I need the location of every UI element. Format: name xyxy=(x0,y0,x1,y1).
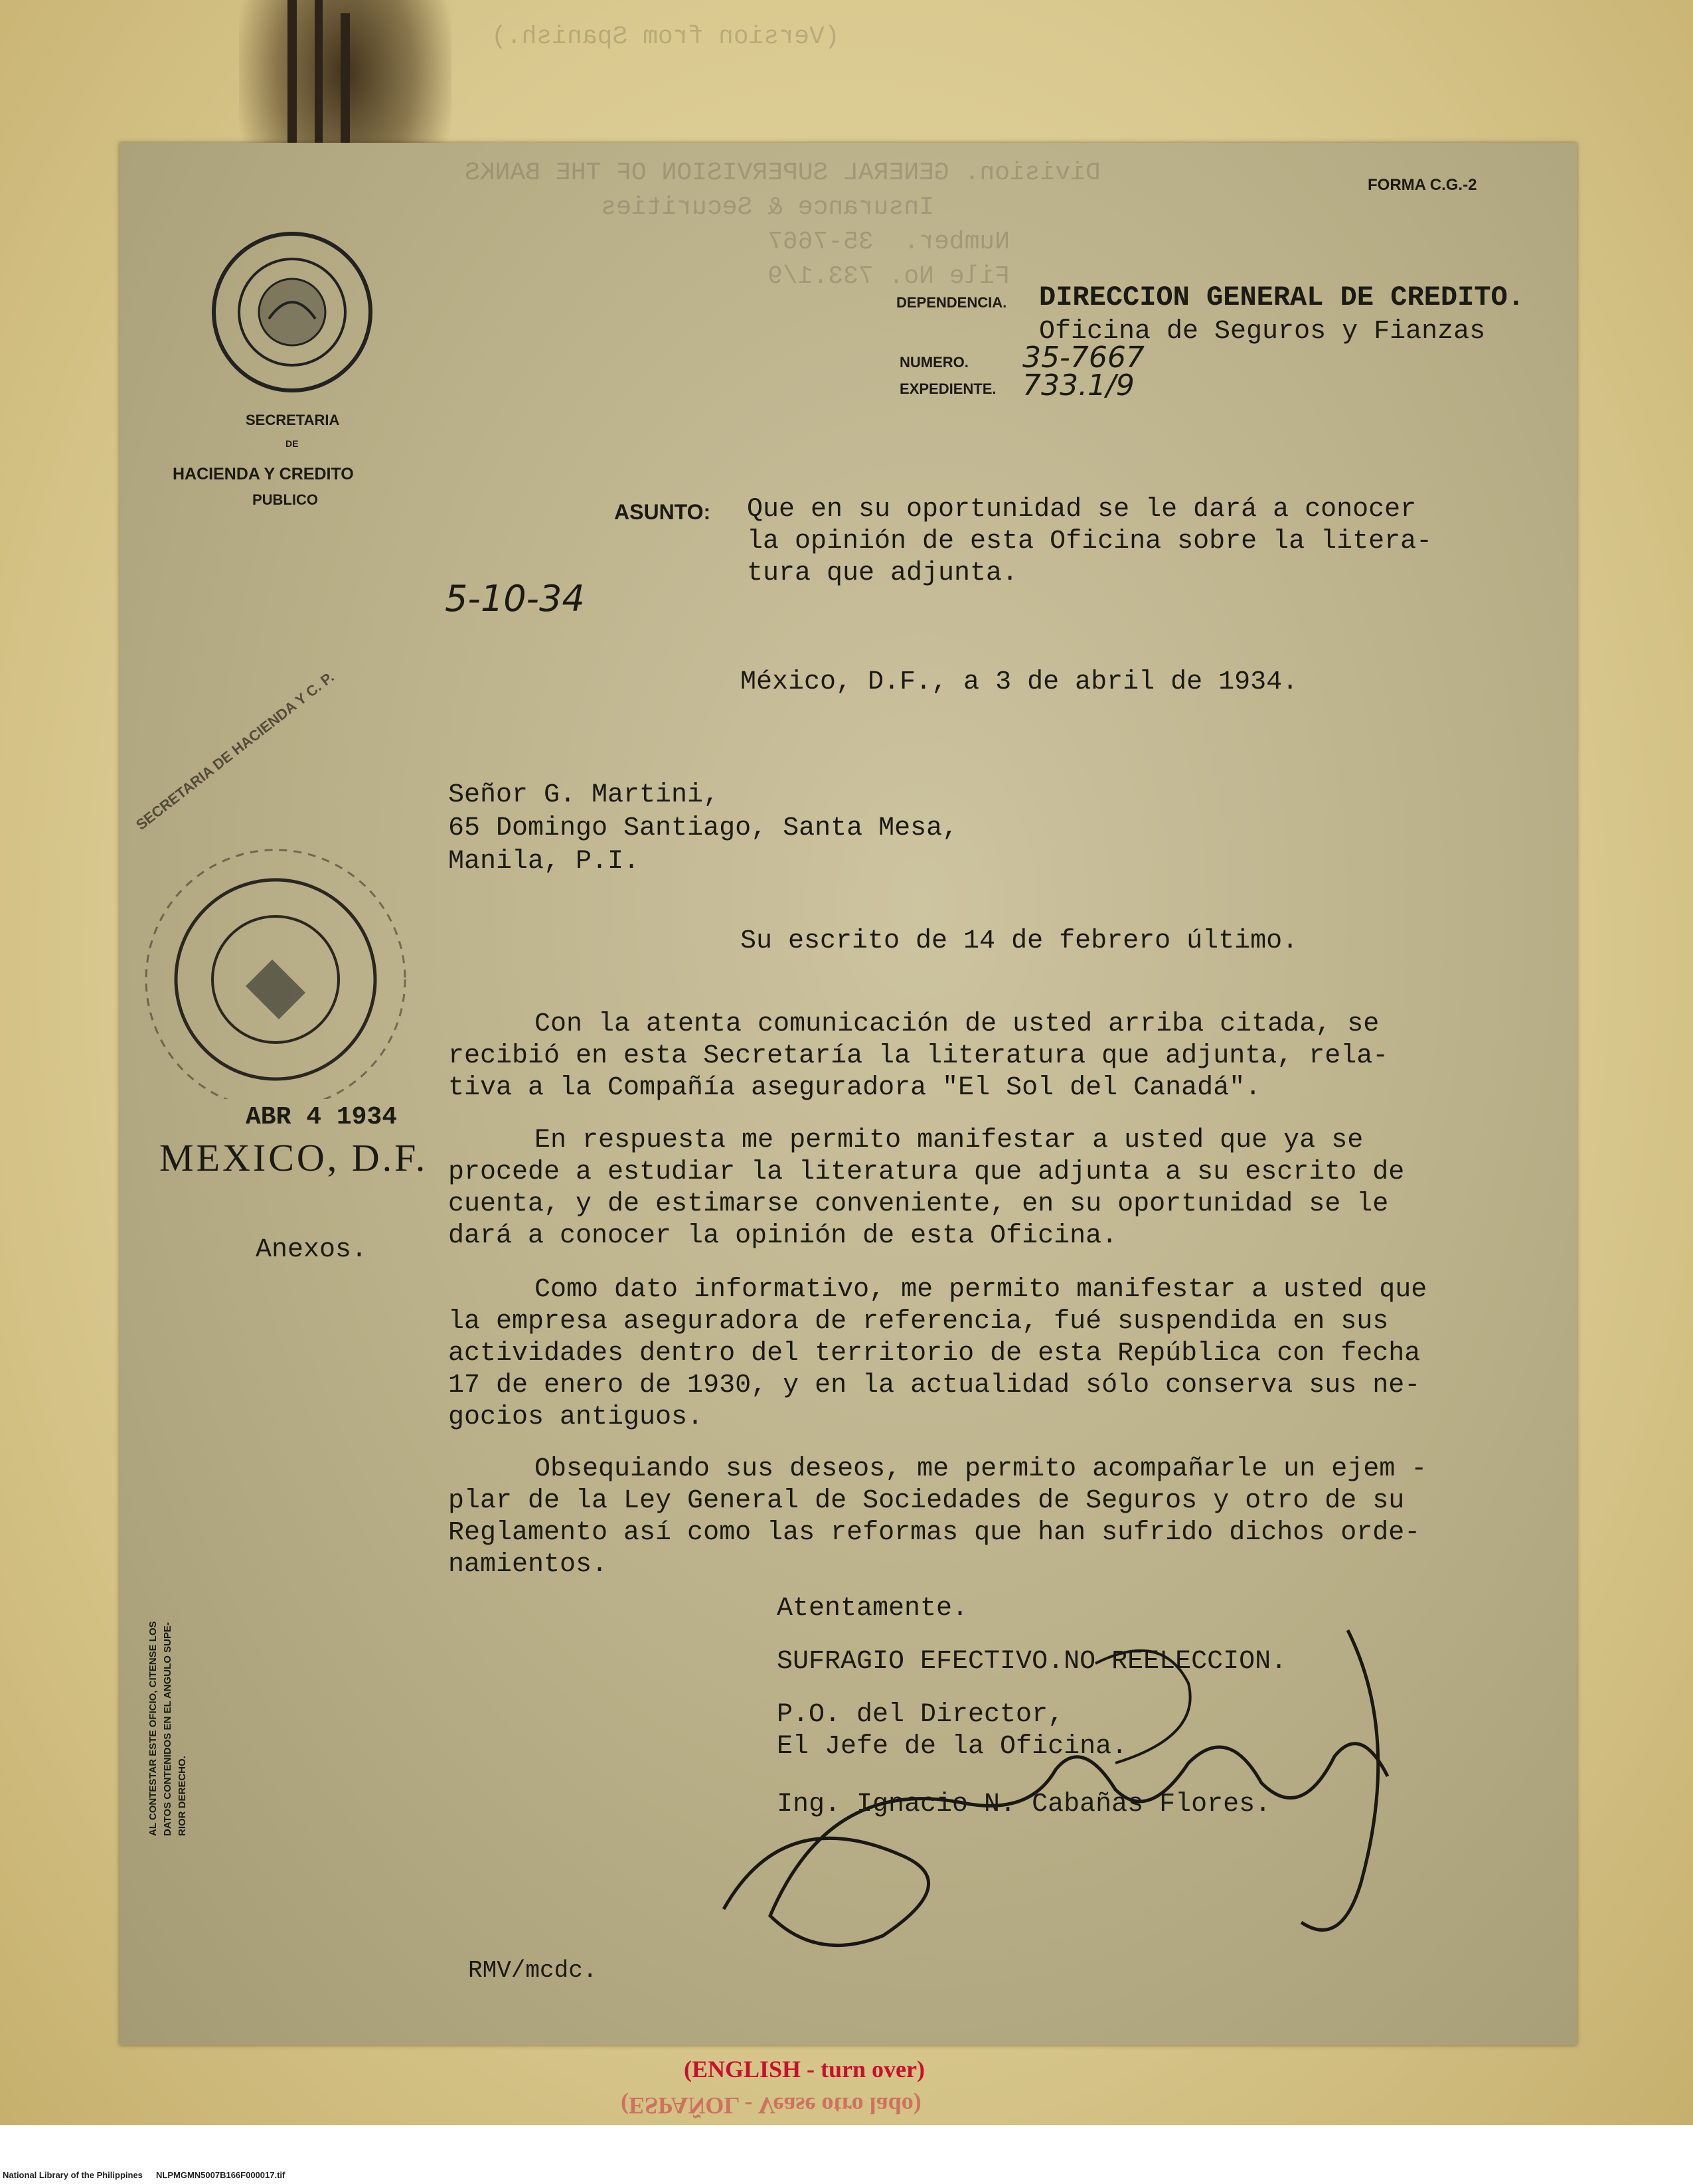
body-p3-line-2: la empresa aseguradora de referencia, fué suspendida en sus xyxy=(448,1307,1389,1337)
english-turn-over: (ENGLISH - turn over) xyxy=(684,2056,925,2082)
body-p1-line-1: Con la atenta comunicación de usted arriba citada, se xyxy=(534,1009,1380,1039)
addressee-line-3: Manila, P.I. xyxy=(448,847,640,877)
annex-label: Anexos. xyxy=(256,1235,368,1265)
stamp-ring-text: SECRETARIA DE HACIENDA Y C. P. xyxy=(133,668,337,833)
stamp-date: ABR 4 1934 xyxy=(246,1103,398,1132)
bleed-through-top: (Version from Spanish.) xyxy=(491,23,840,51)
archive-name: National Library of the Philippines xyxy=(3,2170,143,2180)
body-p4-line-3: Reglamento así como las reformas que han sufrido dichos orde- xyxy=(448,1518,1421,1548)
archive-id: NLPMGMN5007B166F000017.tif xyxy=(156,2170,285,2180)
side-note-line-1: AL CONTESTAR ESTE OFICIO, CITENSE LOS xyxy=(147,1621,159,1836)
body-p2-line-2: procede a estudiar la literatura que adjunta a su escrito de xyxy=(448,1157,1405,1187)
closing-line-3: P.O. del Director, xyxy=(777,1700,1064,1730)
body-p3-line-5: gocios antiguos. xyxy=(448,1402,704,1432)
secretaria-line-2: DE xyxy=(285,438,299,449)
secretaria-line-3: HACIENDA Y CREDITO xyxy=(173,465,354,483)
secretaria-line-4: PUBLICO xyxy=(252,491,318,508)
side-note xyxy=(146,1371,190,1836)
asunto-line-3: tura que adjunta. xyxy=(747,558,1018,588)
spanish-mirrored: (ESPAÑOL - Vease otro lado) xyxy=(621,2092,922,2119)
dependencia-value-2: Oficina de Seguros y Fianzas xyxy=(1039,317,1486,347)
secretaria-line-1: SECRETARIA xyxy=(246,412,340,428)
closing-line-2: SUFRAGIO EFECTIVO.NO REELECCION. xyxy=(777,1647,1287,1677)
closing-line-4: El Jefe de la Oficina. xyxy=(777,1732,1128,1762)
body-p4-line-1: Obsequiando sus deseos, me permito acompañarle un ejem - xyxy=(534,1454,1427,1484)
letter-sheet xyxy=(120,143,1577,2045)
dependencia-label: DEPENDENCIA. xyxy=(896,294,1007,311)
dependencia-value-1: DIRECCION GENERAL DE CREDITO. xyxy=(1039,282,1524,313)
federal-seal-icon xyxy=(206,226,378,398)
closing-line-1: Atentamente. xyxy=(777,1594,969,1624)
numero-value: 35-7667 xyxy=(1022,341,1145,375)
body-p4-line-2: plar de la Ley General de Sociedades de Seguros y otro de su xyxy=(448,1486,1405,1516)
received-stamp-icon xyxy=(120,820,418,1099)
body-p2-line-3: cuenta, y de estimarse conveniente, en su oportunidad se le xyxy=(448,1189,1389,1219)
signer-name: Ing. Ignacio N. Cabañas Flores. xyxy=(777,1790,1271,1819)
reference-line: Su escrito de 14 de febrero último. xyxy=(740,926,1299,956)
asunto-line-1: Que en su oportunidad se le dará a conocer xyxy=(747,495,1417,525)
bleed-through-english: Division. GENERAL SUPERVISION OF THE BANKS Insurance & Securities Number. 35-7667 File No. 733.1/9 xyxy=(465,159,1101,291)
place-date: México, D.F., a 3 de abril de 1934. xyxy=(740,667,1299,697)
addressee-line-2: 65 Domingo Santiago, Santa Mesa, xyxy=(448,813,959,843)
handwritten-date: 5-10-34 xyxy=(445,578,585,620)
side-note-line-2: DATOS CONTENIDOS EN EL ANGULO SUPE- xyxy=(162,1622,173,1836)
asunto-label: ASUNTO: xyxy=(614,500,711,524)
side-note-line-3: RIOR DERECHO. xyxy=(177,1756,188,1836)
body-p3-line-4: 17 de enero de 1930, y en la actualidad sólo conserva sus ne- xyxy=(448,1371,1421,1400)
numero-label: NUMERO. xyxy=(900,354,969,371)
body-p2-line-4: dará a conocer la opinión de esta Oficina. xyxy=(448,1221,1118,1251)
expediente-label: EXPEDIENTE. xyxy=(900,380,997,397)
body-p2-line-1: En respuesta me permito manifestar a usted que ya se xyxy=(534,1126,1364,1155)
form-code: FORMA C.G.-2 xyxy=(1368,176,1477,194)
body-p1-line-2: recibió en esta Secretaría la literatura que adjunta, rela- xyxy=(448,1041,1389,1071)
initials: RMV/mcdc. xyxy=(468,1957,598,1984)
body-p4-line-4: namientos. xyxy=(448,1550,608,1580)
asunto-line-2: la opinión de esta Oficina sobre la litera- xyxy=(747,527,1433,556)
body-p3-line-3: actividades dentro del territorio de esta República con fecha xyxy=(448,1339,1421,1369)
expediente-value: 733.1/9 xyxy=(1022,369,1135,402)
stamp-city: MEXICO, D.F. xyxy=(159,1136,428,1179)
body-p3-line-1: Como dato informativo, me permito manifestar a usted que xyxy=(534,1275,1427,1305)
addressee-line-1: Señor G. Martini, xyxy=(448,780,720,810)
archive-footer xyxy=(0,2166,1693,2184)
body-p1-line-3: tiva a la Compañía aseguradora "El Sol del Canadá". xyxy=(448,1073,1261,1103)
